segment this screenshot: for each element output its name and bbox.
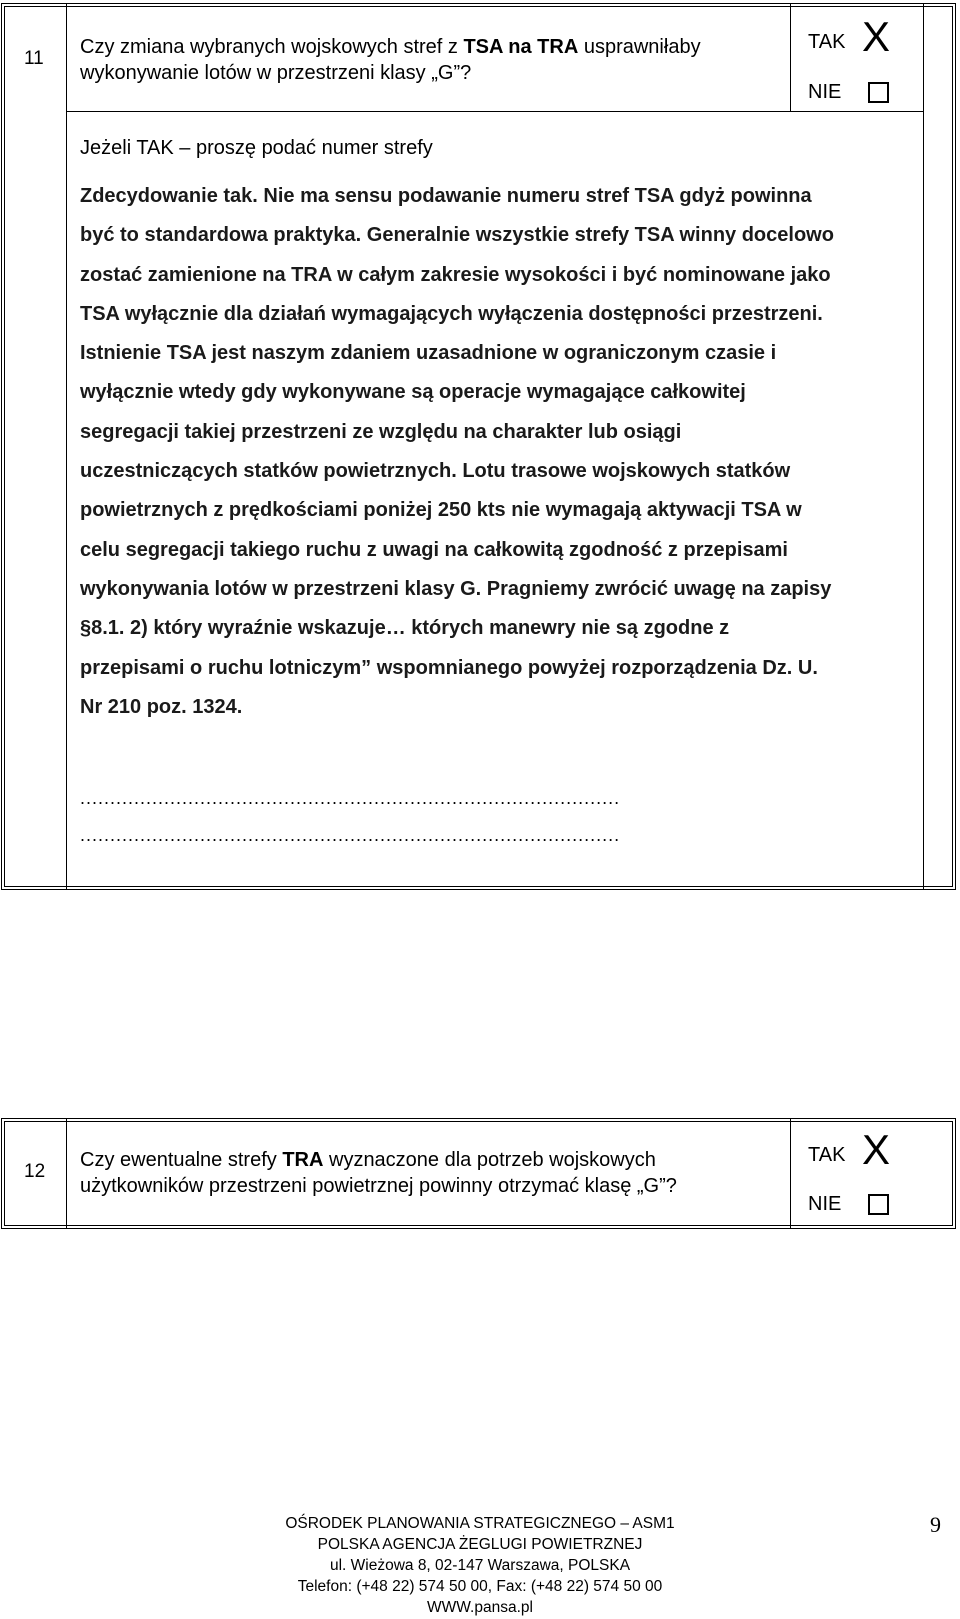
footer-address: ul. Wieżowa 8, 02-147 Warszawa, POLSKA (329, 1557, 631, 1574)
footer (0, 1513, 960, 1618)
column-divider (66, 1119, 67, 1228)
row-divider (66, 111, 923, 112)
column-divider (790, 1119, 791, 1228)
question-text: Czy zmiana wybranych wojskowych stref z TSA na TRA usprawniłaby wykonywanie lotów w przestrzeni klasy „G”? (80, 36, 701, 84)
question-number: 11 (24, 48, 44, 69)
nie-label: NIE (808, 81, 842, 103)
footer-org: OŚRODEK PLANOWANIA STRATEGICZNEGO – ASM1 (285, 1515, 675, 1532)
footer-phone: Telefon: (+48 22) 574 50 00, Fax: (+48 22) 574 50 00 (297, 1578, 663, 1595)
question-number: 12 (24, 1161, 46, 1182)
footer-agency: POLSKA AGENCJA ŻEGLUGI POWIETRZNEJ (317, 1536, 643, 1553)
question-12-table (1, 1118, 956, 1229)
column-divider (790, 4, 791, 111)
tak-checked-mark[interactable]: X (862, 1126, 891, 1173)
answer-dots-line: .......................................................................................... (80, 825, 621, 845)
tak-label: TAK (808, 1144, 846, 1166)
column-divider (923, 4, 924, 889)
footer-website[interactable]: WWW.pansa.pl (427, 1599, 533, 1616)
column-divider (66, 4, 67, 889)
strefa-prompt: Jeżeli TAK – proszę podać numer strefy (80, 137, 433, 159)
nie-label: NIE (808, 1193, 842, 1215)
answer-text: Zdecydowanie tak. Nie ma sensu podawanie numeru stref TSA gdyż powinna być to standardowa praktyka. Generalnie wszystkie strefy TSA winny docelowo zostać zamienione na TRA w całym zakresie wysokości i być nominowane jako TSA wyłącznie dla działań wymagających wyłączenia dostępności przestrzeni. Istnienie TSA jest naszym zdaniem uzasadnione w ograniczonym czasie i wyłącznie wtedy gdy wykonywane są operacje wymagające całkowitej segregacji takiej przestrzeni ze względu na charakter lub osiągi uczestniczących statków powietrznych. Lotu trasowe wojskowych statków powietrznych z prędkościami poniżej 250 kts nie wymagają aktywacji TSA w celu segregacji takiego ruchu z uwagi na całkowitą zgodność z przepisami wykonywania lotów w przestrzeni klasy G. Pragniemy zwrócić uwagę na zapisy §8.1. 2) który wyraźnie wskazuje… których manewry nie są zgodne z przepisami o ruchu lotniczym” wspomnianego powyżej rozporządzenia Dz. U. Nr 210 poz. 1324. (80, 185, 834, 718)
question-text: Czy ewentualne strefy TRA wyznaczone dla potrzeb wojskowych użytkowników przestrzeni powietrznej powinny otrzymać klasę „G”? (80, 1149, 677, 1197)
tak-checked-mark[interactable]: X (862, 13, 891, 60)
answer-dots-line: .......................................................................................... (80, 788, 621, 808)
tak-label: TAK (808, 31, 846, 53)
nie-checkbox[interactable] (868, 82, 889, 103)
page-number: 9 (930, 1512, 941, 1537)
nie-checkbox[interactable] (868, 1194, 889, 1215)
